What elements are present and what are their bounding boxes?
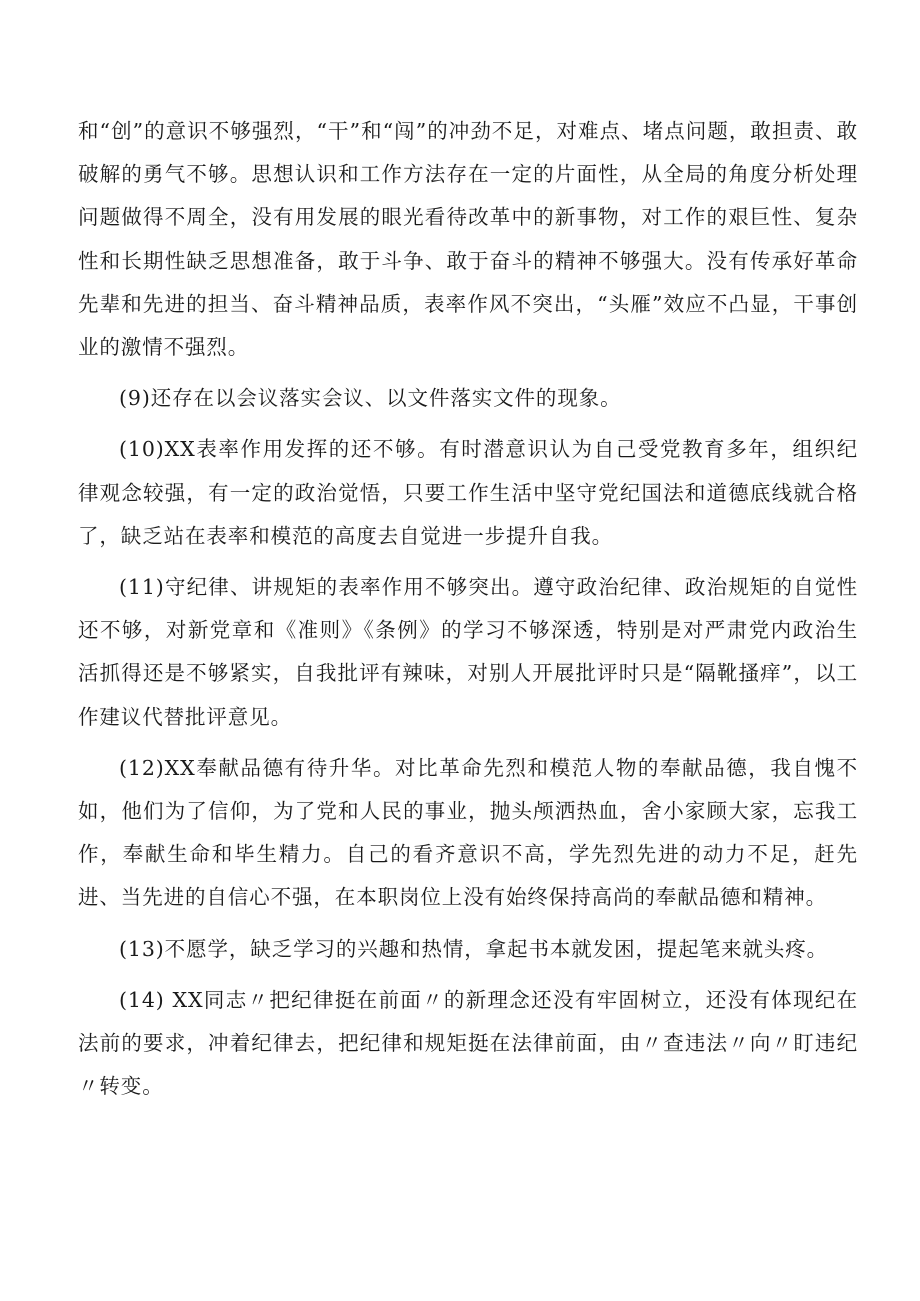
paragraph-item-9: (9)还存在以会议落实会议、以文件落实文件的现象。 (119, 386, 622, 411)
paragraph-item-12: (12)XX奉献品德有待升华。对比革命先烈和模范人物的奉献品德，我自愧不如，他们为了信仰，为了党和人民的事业，抛头颅洒热血，舍小家顾大家，忘我工作，奉献生命和毕生精力。自己的看齐意识不高，学先烈先进的动力不足，赶先进、当先进的自信心不强，在本职岗位上没有始终保持高尚的奉献品德和精神。 (78, 755, 858, 910)
paragraph-item-14: (14) XX同志〃把纪律挺在前面〃的新理念还没有牢固树立，还没有体现纪在法前的要求，冲着纪律去，把纪律和规矩挺在法律前面，由〃查违法〃向〃盯违纪〃转变。 (78, 987, 858, 1099)
paragraph-item-10: (10)XX表率作用发挥的还不够。有时潜意识认为自己受党教育多年，组织纪律观念较强，有一定的政治觉悟，只要工作生活中坚守党纪国法和道德底线就合格了，缺乏站在表率和模范的高度去自觉进一步提升自我。 (78, 437, 858, 548)
paragraph-item-13: (13)不愿学，缺乏学习的兴趣和热情，拿起书本就发困，提起笔来就头疼。 (119, 936, 829, 961)
paragraph-item-11: (11)守纪律、讲规矩的表率作用不够突出。遵守政治纪律、政治规矩的自觉性还不够，对新党章和《准则》《条例》的学习不够深透，特别是对严肃党内政治生活抓得还是不够紧实，自我批评有辣味，对别人开展批评时只是“隔靴搔痒”，以工作建议代替批评意见。 (78, 575, 858, 729)
document-body (78, 110, 858, 1108)
paragraph-continuation: 和“创”的意识不够强烈，“干”和“闯”的冲劲不足，对难点、堵点问题，敢担责、敢破解的勇气不够。思想认识和工作方法存在一定的片面性，从全局的角度分析处理问题做得不周全，没有用发展的眼光看待改革中的新事物，对工作的艰巨性、复杂性和长期性缺乏思想准备，敢于斗争、敢于奋斗的精神不够强大。没有传承好革命先辈和先进的担当、奋斗精神品质，表率作风不突出，“头雁”效应不凸显，干事创业的激情不强烈。 (78, 119, 858, 360)
